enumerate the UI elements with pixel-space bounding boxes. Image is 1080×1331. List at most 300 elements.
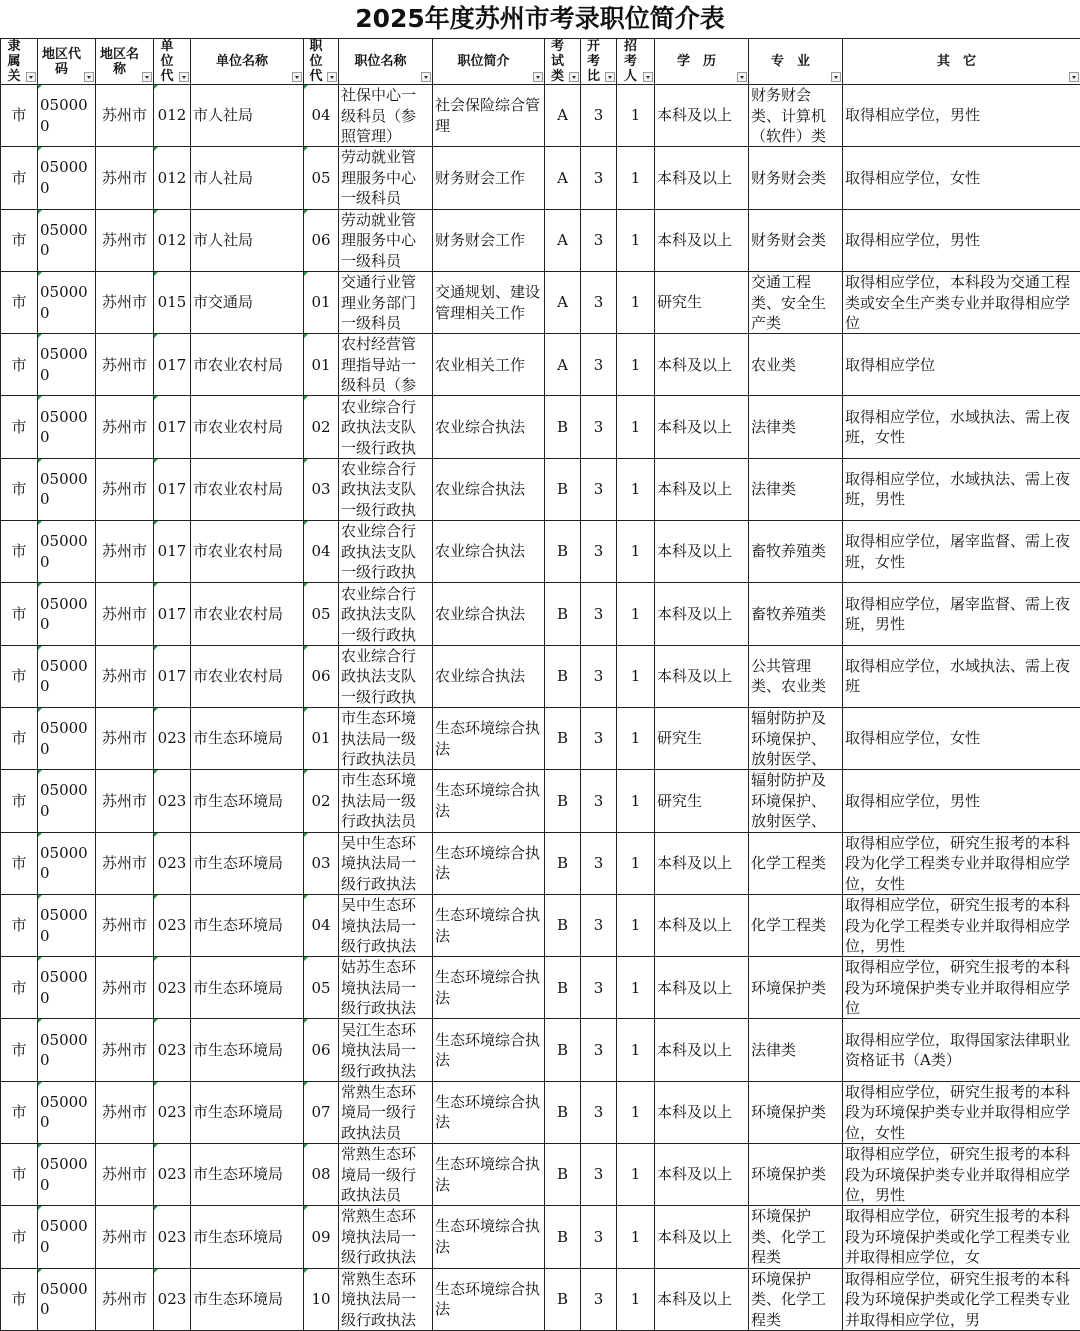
cell-region-name [96, 209, 154, 271]
cell-text: 交通规划、建设管理相关工作 [435, 282, 542, 323]
cell-text: A [547, 230, 578, 251]
cell-text: 研究生 [657, 791, 746, 812]
cell-text: 本科及以上 [657, 978, 746, 999]
cell-text: 1 [619, 1040, 652, 1061]
cell-major [749, 521, 843, 583]
cell-major [749, 770, 843, 832]
cell-text: 常熟生态环境局一级行政执法员 [341, 1144, 430, 1205]
cell-text: 3 [583, 1227, 614, 1248]
cell-exam-ratio [581, 147, 617, 209]
cell-region-code [38, 334, 96, 396]
cell-text: 市 [3, 978, 35, 999]
cell-exam-ratio [581, 707, 617, 769]
cell-position-intro [433, 85, 545, 147]
cell-text: 本科及以上 [657, 1289, 746, 1310]
cell-text: 取得相应学位，屠宰监督、需上夜班，女性 [845, 531, 1078, 572]
cell-text: 050000 [40, 594, 93, 635]
cell-region-name [96, 583, 154, 645]
cell-text: 1 [619, 541, 652, 562]
cell-unit-code [154, 521, 191, 583]
cell-text: 012 [156, 168, 188, 189]
table-row [1, 1206, 1080, 1268]
cell-exam-ratio [581, 583, 617, 645]
cell-text: 生态环境综合执法 [435, 780, 542, 821]
cell-text: 06 [306, 230, 336, 251]
cell-text: 市 [3, 853, 35, 874]
cell-unit-code [154, 770, 191, 832]
cell-position-intro [433, 521, 545, 583]
cell-text: 取得相应学位，研究生报考的本科段为环境保护类专业并取得相应学位 [845, 957, 1078, 1018]
cell-text: 市 [3, 417, 35, 438]
cell-text: 苏州市 [98, 541, 151, 562]
cell-text: 研究生 [657, 292, 746, 313]
cell-region-name [96, 271, 154, 333]
cell-region-name [96, 85, 154, 147]
cell-text: 法律类 [751, 479, 840, 500]
cell-exam-ratio [581, 521, 617, 583]
cell-position-intro [433, 894, 545, 956]
filter-dropdown-icon[interactable] [737, 72, 747, 82]
cell-position-intro [433, 583, 545, 645]
cell-text: 畜牧养殖类 [751, 604, 840, 625]
cell-major [749, 645, 843, 707]
cell-position-code [304, 957, 339, 1019]
cell-exam-ratio [581, 645, 617, 707]
cell-major [749, 1206, 843, 1268]
cell-position-name [339, 147, 433, 209]
cell-exam-type [545, 957, 581, 1019]
cell-region-name [96, 832, 154, 894]
filter-dropdown-icon[interactable] [142, 72, 152, 82]
cell-text: 市农业农村局 [193, 541, 301, 562]
cell-recruit-count [617, 832, 655, 894]
cell-major [749, 458, 843, 520]
cell-region-code [38, 1019, 96, 1081]
cell-text: 农业综合执法 [435, 417, 542, 438]
cell-text: B [547, 978, 578, 999]
cell-position-name [339, 334, 433, 396]
table-row [1, 1081, 1080, 1143]
cell-education [655, 147, 749, 209]
cell-text: 农村经营管理指导站一级科员（参 [341, 334, 430, 395]
cell-education [655, 209, 749, 271]
cell-text: 农业相关工作 [435, 355, 542, 376]
header-region-name [96, 39, 154, 85]
table-row [1, 521, 1080, 583]
cell-education [655, 271, 749, 333]
cell-other [843, 209, 1080, 271]
cell-position-name [339, 645, 433, 707]
cell-text: 市生态环境局 [193, 791, 301, 812]
cell-text: 1 [619, 1102, 652, 1123]
cell-exam-ratio [581, 894, 617, 956]
filter-dropdown-icon[interactable] [533, 72, 543, 82]
cell-text: 023 [156, 728, 188, 749]
cell-position-code [304, 209, 339, 271]
filter-dropdown-icon[interactable] [1069, 72, 1079, 82]
cell-text: 3 [583, 355, 614, 376]
cell-text: 财务财会工作 [435, 168, 542, 189]
cell-unit-name [191, 957, 304, 1019]
cell-unit-name [191, 271, 304, 333]
table-row [1, 85, 1080, 147]
cell-exam-ratio [581, 209, 617, 271]
cell-region-code [38, 1144, 96, 1206]
cell-recruit-count [617, 1081, 655, 1143]
cell-text: 本科及以上 [657, 105, 746, 126]
cell-text: 05 [306, 168, 336, 189]
cell-text: 1 [619, 1289, 652, 1310]
cell-text: B [547, 1289, 578, 1310]
filter-dropdown-icon[interactable] [605, 72, 615, 82]
filter-dropdown-icon[interactable] [831, 72, 841, 82]
cell-text: 1 [619, 292, 652, 313]
cell-text: 050000 [40, 967, 93, 1008]
cell-text: 取得相应学位，屠宰监督、需上夜班，男性 [845, 594, 1078, 635]
cell-recruit-count [617, 271, 655, 333]
cell-unit-name [191, 85, 304, 147]
cell-other [843, 707, 1080, 769]
cell-text: 050000 [40, 656, 93, 697]
header-unit-code [154, 39, 191, 85]
cell-major [749, 1268, 843, 1330]
cell-text: 本科及以上 [657, 1227, 746, 1248]
cell-text: 1 [619, 853, 652, 874]
cell-affiliation [1, 85, 38, 147]
header-recruit-count [617, 39, 655, 85]
cell-text: 050000 [40, 780, 93, 821]
cell-position-intro [433, 396, 545, 458]
cell-unit-name [191, 1019, 304, 1081]
cell-text: 市农业农村局 [193, 666, 301, 687]
cell-text: B [547, 1040, 578, 1061]
cell-text: 3 [583, 666, 614, 687]
cell-unit-name [191, 832, 304, 894]
cell-text: 取得相应学位，研究生报考的本科段为化学工程类专业并取得相应学位，女性 [845, 833, 1078, 894]
cell-position-code [304, 1144, 339, 1206]
cell-text: 10 [306, 1289, 336, 1310]
cell-text: 苏州市 [98, 1164, 151, 1185]
cell-text: 市生态环境局 [193, 853, 301, 874]
cell-exam-ratio [581, 957, 617, 1019]
cell-text: 3 [583, 1040, 614, 1061]
cell-text: 市人社局 [193, 168, 301, 189]
cell-text: 3 [583, 105, 614, 126]
header-unit-name [191, 39, 304, 85]
cell-text: 3 [583, 1164, 614, 1185]
cell-text: 市 [3, 1040, 35, 1061]
cell-other [843, 645, 1080, 707]
cell-major [749, 147, 843, 209]
cell-affiliation [1, 271, 38, 333]
cell-unit-code [154, 1081, 191, 1143]
cell-recruit-count [617, 1144, 655, 1206]
table-row [1, 209, 1080, 271]
cell-text: 050000 [40, 1030, 93, 1071]
cell-text: 本科及以上 [657, 666, 746, 687]
cell-text: 023 [156, 1102, 188, 1123]
cell-position-intro [433, 1081, 545, 1143]
cell-position-code [304, 645, 339, 707]
cell-text: 取得相应学位，取得国家法律职业资格证书（A类） [845, 1030, 1078, 1071]
cell-education [655, 1019, 749, 1081]
cell-text: 取得相应学位，研究生报考的本科段为环境保护类或化学工程类专业并取得相应学位，男 [845, 1269, 1078, 1330]
cell-position-code [304, 1268, 339, 1330]
cell-unit-name [191, 209, 304, 271]
cell-position-intro [433, 707, 545, 769]
cell-affiliation [1, 832, 38, 894]
cell-text: B [547, 541, 578, 562]
cell-text: 社保中心一级科员（参照管理） [341, 85, 430, 146]
cell-text: 交通工程类、安全生产类 [751, 272, 840, 333]
cell-affiliation [1, 1268, 38, 1330]
cell-exam-type [545, 271, 581, 333]
cell-position-intro [433, 458, 545, 520]
cell-text: A [547, 105, 578, 126]
cell-exam-type [545, 521, 581, 583]
cell-unit-code [154, 1019, 191, 1081]
filter-dropdown-icon[interactable] [421, 72, 431, 82]
cell-education [655, 832, 749, 894]
cell-text: 苏州市 [98, 1227, 151, 1248]
cell-exam-ratio [581, 1206, 617, 1268]
cell-unit-name [191, 458, 304, 520]
cell-position-code [304, 894, 339, 956]
cell-position-intro [433, 334, 545, 396]
cell-text: 04 [306, 541, 336, 562]
cell-text: 1 [619, 1164, 652, 1185]
cell-unit-code [154, 957, 191, 1019]
cell-text: B [547, 1227, 578, 1248]
cell-recruit-count [617, 209, 655, 271]
cell-affiliation [1, 1144, 38, 1206]
cell-text: 市 [3, 915, 35, 936]
cell-position-code [304, 1019, 339, 1081]
cell-affiliation [1, 209, 38, 271]
cell-unit-code [154, 1144, 191, 1206]
cell-region-code [38, 832, 96, 894]
header-label: 职位简介 [435, 54, 542, 69]
cell-exam-ratio [581, 396, 617, 458]
cell-affiliation [1, 396, 38, 458]
cell-recruit-count [617, 957, 655, 1019]
cell-text: 本科及以上 [657, 915, 746, 936]
header-label: 职位代 [306, 39, 336, 84]
cell-region-code [38, 521, 96, 583]
cell-exam-ratio [581, 1144, 617, 1206]
filter-dropdown-icon[interactable] [179, 72, 189, 82]
cell-text: 1 [619, 230, 652, 251]
cell-text: 苏州市 [98, 355, 151, 376]
cell-education [655, 1268, 749, 1330]
cell-text: 苏州市 [98, 479, 151, 500]
cell-position-code [304, 521, 339, 583]
cell-exam-ratio [581, 458, 617, 520]
cell-major [749, 1019, 843, 1081]
cell-text: 畜牧养殖类 [751, 541, 840, 562]
cell-text: 050000 [40, 1154, 93, 1195]
cell-text: 取得相应学位，男性 [845, 105, 1078, 126]
cell-text: 苏州市 [98, 915, 151, 936]
cell-text: 苏州市 [98, 791, 151, 812]
filter-dropdown-icon[interactable] [292, 72, 302, 82]
cell-position-code [304, 707, 339, 769]
cell-text: 本科及以上 [657, 1102, 746, 1123]
cell-exam-type [545, 645, 581, 707]
cell-text: 本科及以上 [657, 1164, 746, 1185]
cell-text: 研究生 [657, 728, 746, 749]
cell-text: B [547, 1164, 578, 1185]
filter-dropdown-icon[interactable] [26, 72, 36, 82]
cell-position-name [339, 957, 433, 1019]
cell-text: 050000 [40, 95, 93, 136]
cell-other [843, 1081, 1080, 1143]
cell-text: 取得相应学位，男性 [845, 230, 1078, 251]
cell-exam-type [545, 583, 581, 645]
cell-text: 050000 [40, 469, 93, 510]
cell-text: 取得相应学位，女性 [845, 728, 1078, 749]
cell-unit-name [191, 770, 304, 832]
cell-position-name [339, 1081, 433, 1143]
cell-position-code [304, 396, 339, 458]
header-major [749, 39, 843, 85]
cell-region-code [38, 707, 96, 769]
cell-text: 市 [3, 479, 35, 500]
cell-other [843, 1268, 1080, 1330]
cell-position-name [339, 1268, 433, 1330]
cell-text: 取得相应学位，研究生报考的本科段为环境保护类或化学工程类专业并取得相应学位，女 [845, 1206, 1078, 1267]
cell-unit-code [154, 271, 191, 333]
filter-dropdown-icon[interactable] [327, 72, 337, 82]
cell-text: 姑苏生态环境执法局一级行政执法 [341, 957, 430, 1018]
cell-major [749, 707, 843, 769]
cell-text: 1 [619, 417, 652, 438]
cell-other [843, 1206, 1080, 1268]
table-body [1, 85, 1080, 1331]
cell-recruit-count [617, 1206, 655, 1268]
cell-position-name [339, 521, 433, 583]
cell-text: 本科及以上 [657, 355, 746, 376]
cell-text: 1 [619, 168, 652, 189]
header-label: 隶属关 [3, 39, 35, 84]
cell-recruit-count [617, 396, 655, 458]
cell-recruit-count [617, 334, 655, 396]
cell-position-name [339, 894, 433, 956]
cell-other [843, 271, 1080, 333]
cell-unit-code [154, 334, 191, 396]
cell-text: 取得相应学位，水域执法、需上夜班 [845, 656, 1078, 697]
table-row [1, 957, 1080, 1019]
cell-text: 050000 [40, 407, 93, 448]
header-region-code [38, 39, 96, 85]
cell-text: 环境保护类 [751, 1164, 840, 1185]
cell-text: 化学工程类 [751, 915, 840, 936]
filter-dropdown-icon[interactable] [84, 72, 94, 82]
cell-affiliation [1, 1081, 38, 1143]
cell-position-intro [433, 1144, 545, 1206]
cell-text: 财务财会工作 [435, 230, 542, 251]
header-label: 职位名称 [341, 54, 430, 69]
cell-text: 取得相应学位 [845, 355, 1078, 376]
cell-text: 02 [306, 417, 336, 438]
cell-text: 市 [3, 292, 35, 313]
cell-other [843, 85, 1080, 147]
cell-text: 常熟生态环境执法局一级行政执法 [341, 1206, 430, 1267]
cell-exam-ratio [581, 334, 617, 396]
cell-education [655, 957, 749, 1019]
cell-text: 吴中生态环境执法局一级行政执法 [341, 895, 430, 956]
cell-text: 3 [583, 479, 614, 500]
cell-other [843, 1144, 1080, 1206]
cell-text: 取得相应学位，研究生报考的本科段为环境保护类专业并取得相应学位，男性 [845, 1144, 1078, 1205]
cell-region-code [38, 271, 96, 333]
cell-affiliation [1, 707, 38, 769]
cell-region-name [96, 957, 154, 1019]
table-row [1, 334, 1080, 396]
cell-text: 1 [619, 479, 652, 500]
cell-unit-name [191, 334, 304, 396]
cell-other [843, 396, 1080, 458]
filter-dropdown-icon[interactable] [643, 72, 653, 82]
cell-text: 1 [619, 666, 652, 687]
header-affiliation [1, 39, 38, 85]
cell-text: 市生态环境执法局一级行政执法员 [341, 708, 430, 769]
cell-text: 市 [3, 604, 35, 625]
cell-position-code [304, 583, 339, 645]
cell-exam-ratio [581, 1081, 617, 1143]
cell-text: 环境保护类、化学工程类 [751, 1206, 840, 1267]
cell-region-name [96, 645, 154, 707]
cell-region-name [96, 770, 154, 832]
cell-region-name [96, 1206, 154, 1268]
cell-text: 1 [619, 604, 652, 625]
cell-text: 023 [156, 915, 188, 936]
header-label: 单位名称 [193, 54, 301, 69]
cell-text: 01 [306, 355, 336, 376]
cell-unit-name [191, 147, 304, 209]
cell-text: 03 [306, 479, 336, 500]
cell-education [655, 1081, 749, 1143]
cell-text: 生态环境综合执法 [435, 843, 542, 884]
cell-text: 050000 [40, 344, 93, 385]
filter-dropdown-icon[interactable] [569, 72, 579, 82]
cell-unit-name [191, 1144, 304, 1206]
cell-other [843, 1019, 1080, 1081]
header-label: 专 业 [751, 54, 840, 69]
cell-text: 市交通局 [193, 292, 301, 313]
table-row [1, 1144, 1080, 1206]
cell-text: 生态环境综合执法 [435, 1279, 542, 1320]
cell-text: 农业综合执法 [435, 666, 542, 687]
cell-text: 取得相应学位，水域执法、需上夜班，女性 [845, 407, 1078, 448]
cell-major [749, 957, 843, 1019]
cell-exam-type [545, 1144, 581, 1206]
cell-unit-code [154, 396, 191, 458]
cell-major [749, 583, 843, 645]
cell-text: B [547, 915, 578, 936]
cell-text: 苏州市 [98, 1289, 151, 1310]
cell-region-code [38, 1081, 96, 1143]
cell-text: 市农业农村局 [193, 479, 301, 500]
cell-recruit-count [617, 1268, 655, 1330]
cell-education [655, 583, 749, 645]
cell-text: 3 [583, 541, 614, 562]
cell-text: 市 [3, 105, 35, 126]
cell-text: 3 [583, 728, 614, 749]
cell-major [749, 271, 843, 333]
cell-text: 023 [156, 1227, 188, 1248]
cell-text: 苏州市 [98, 168, 151, 189]
